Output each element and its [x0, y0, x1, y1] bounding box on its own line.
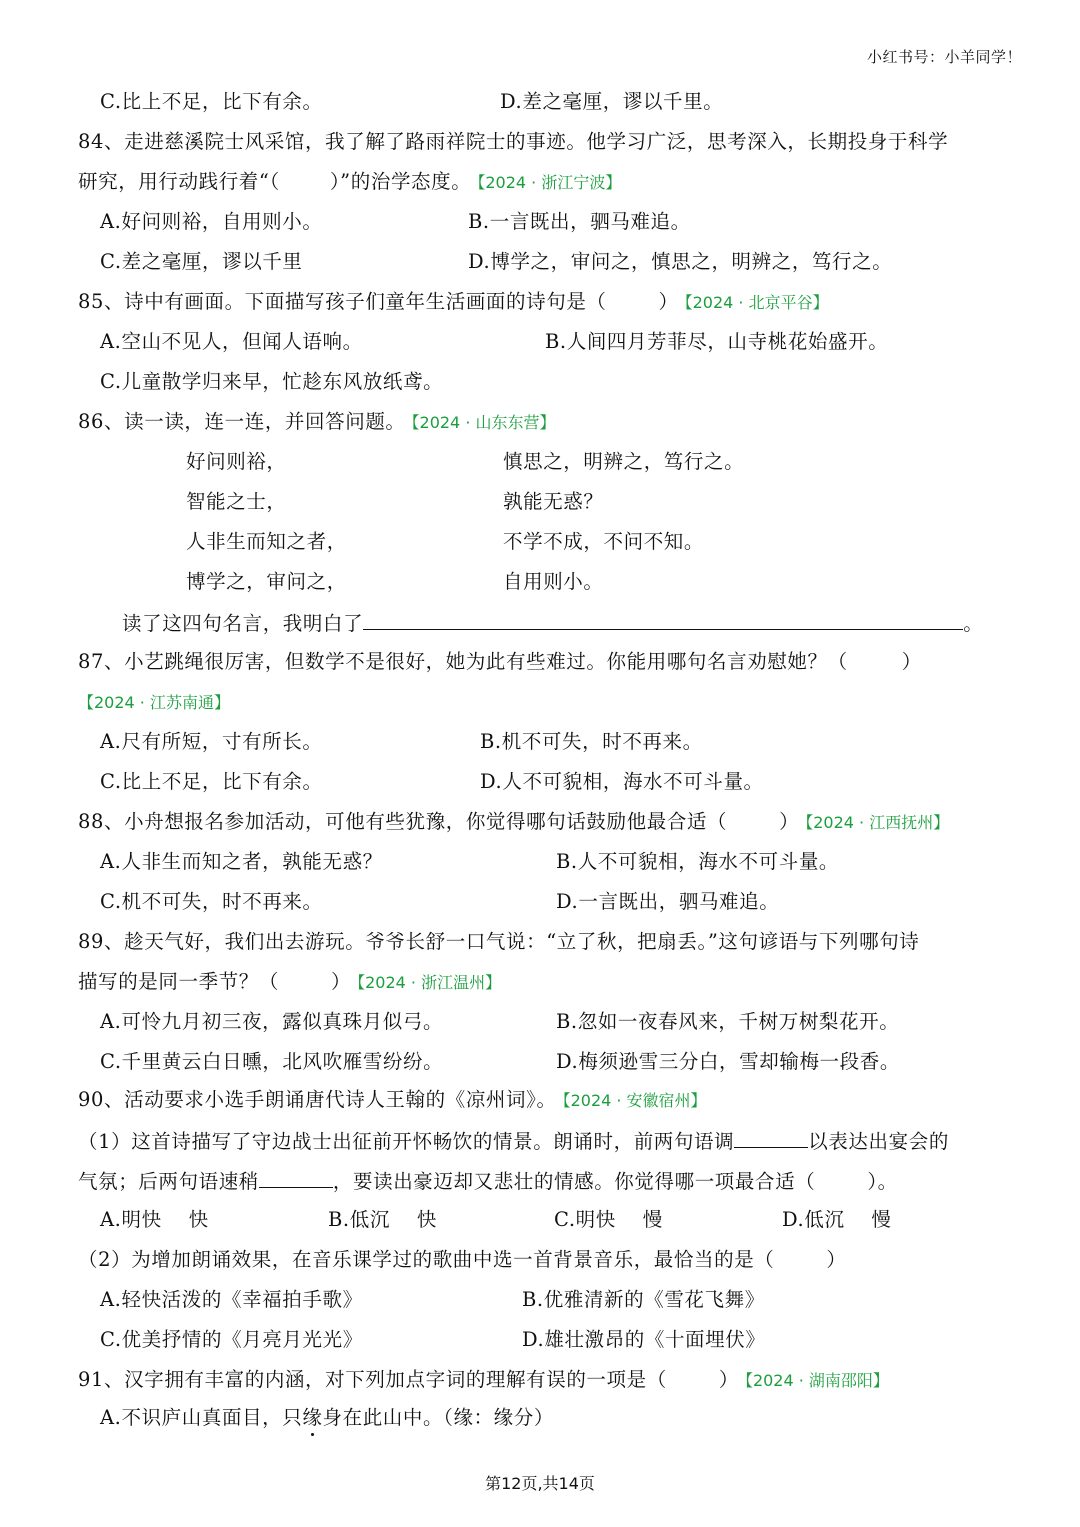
q86-right-item: 孰能无惑？: [503, 490, 604, 513]
q86-left-item: 人非生而知之者，: [186, 530, 347, 553]
q83-option-d: D.差之毫厘，谬以千里。: [500, 90, 724, 113]
q86-left-item: 智能之士，: [186, 490, 287, 513]
q91-stem: 91、汉字拥有丰富的内涵，对下列加点字词的理解有误的一项是（ ） 【2024 · 湖南邵阳】: [78, 1368, 889, 1391]
q87-option-d: D.人不可貌相，海水不可斗量。: [480, 770, 764, 793]
q86-right-item: 不学不成，不问不知。: [503, 530, 705, 553]
q90-sub1-line1: （1）这首诗描写了守边战士出征前开怀畅饮的情景。朗诵时，前两句语调 以表达出宴会的: [78, 1127, 949, 1155]
header-note: 小红书号：小羊同学！: [866, 48, 1022, 66]
q84-stem-line2: 研究，用行动践行着“（ ）”的治学态度。 【2024 · 浙江宁波】: [78, 170, 622, 193]
q89-stem-line1: 89、趁天气好，我们出去游玩。爷爷长舒一口气说：“立了秋，把扇丢。”这句谚语与下列哪句诗: [78, 930, 920, 953]
q89-option-d: D.梅须逊雪三分白，雪却输梅一段香。: [556, 1050, 900, 1073]
q90-source-tag: 【2024 · 安徽宿州】: [562, 1091, 707, 1110]
q90-sub2-stem: （2）为增加朗诵效果，在音乐课学过的歌曲中选一首背景音乐，最恰当的是（ ）: [78, 1248, 847, 1271]
q85-source-tag: 【2024 · 北京平谷】: [684, 293, 829, 312]
q86-answer-line: 读了这四句名言，我明白了 。: [122, 609, 983, 637]
q88-option-d: D.一言既出，驷马难追。: [556, 890, 780, 913]
q86-answer-blank[interactable]: [363, 609, 963, 630]
q88-source-tag: 【2024 · 江西抚州】: [805, 813, 950, 832]
q86-source-tag: 【2024 · 山东东营】: [411, 413, 556, 432]
q87-option-c: C.比上不足，比下有余。: [100, 770, 323, 793]
q84-option-a: A.好问则裕，自用则小。: [100, 210, 323, 233]
q90-sub2-option-c: C.优美抒情的《月亮月光光》: [100, 1328, 363, 1351]
q90-sub1-line2: 气氛；后两句语速稍 ，要读出豪迈却又悲壮的情感。你觉得哪一项最合适（ ）。: [78, 1167, 898, 1195]
q84-source-tag: 【2024 · 浙江宁波】: [477, 173, 622, 192]
q85-option-a: A.空山不见人，但闻人语响。: [100, 330, 363, 353]
q87-source-line: [78, 689, 230, 716]
q84-option-d: D.博学之，审问之，慎思之，明辨之，笃行之。: [468, 250, 893, 273]
q90-blank-speed[interactable]: [259, 1167, 333, 1188]
q86-right-item: 自用则小。: [503, 570, 604, 593]
q87-option-a: A.尺有所短，寸有所长。: [100, 730, 323, 753]
q85-stem: 85、诗中有画面。下面描写孩子们童年生活画面的诗句是（ ） 【2024 · 北京平谷】: [78, 290, 829, 313]
q91-option-a: A.不识庐山真面目，只缘身在此山中。（缘：缘分）: [100, 1406, 554, 1429]
q83-option-c: C.比上不足，比下有余。: [100, 90, 323, 113]
q86-stem: 86、读一读，连一连，并回答问题。 【2024 · 山东东营】: [78, 410, 556, 433]
q87-stem: 87、小艺跳绳很厉害，但数学不是很好，她为此有些难过。你能用哪句名言劝慰她？（ ）: [78, 650, 922, 673]
q90-sub1-option: A.明快 快: [100, 1208, 209, 1231]
q86-left-item: 好问则裕，: [186, 450, 287, 473]
q90-sub2-option-b: B.优雅清新的《雪花飞舞》: [522, 1288, 765, 1311]
q90-sub2-option-a: A.轻快活泼的《幸福拍手歌》: [100, 1288, 363, 1311]
q84-stem-line1: 84、走进慈溪院士风采馆，我了解了路雨祥院士的事迹。他学习广泛，思考深入，长期投身于科学: [78, 130, 949, 153]
q89-option-a: A.可怜九月初三夜，露似真珠月似弓。: [100, 1010, 444, 1033]
emphasis-dot-char: 缘: [302, 1406, 323, 1429]
page-number: 第12页,共14页: [485, 1474, 595, 1493]
q84-option-c: C.差之毫厘，谬以千里: [100, 250, 303, 273]
q89-option-c: C.千里黄云白日曛，北风吹雁雪纷纷。: [100, 1050, 444, 1073]
q90-sub1-option: C.明快 慢: [554, 1208, 663, 1231]
q85-option-c: C.儿童散学归来早，忙趁东风放纸鸢。: [100, 370, 444, 393]
q89-source-tag: 【2024 · 浙江温州】: [357, 973, 502, 992]
q87-option-b: B.机不可失，时不再来。: [480, 730, 703, 753]
q90-sub1-option: B.低沉 快: [328, 1208, 437, 1231]
q89-stem-line2: 描写的是同一季节？（ ） 【2024 · 浙江温州】: [78, 970, 502, 993]
q85-option-b: B.人间四月芳菲尽，山寺桃花始盛开。: [545, 330, 889, 353]
q90-stem: 90、活动要求小选手朗诵唐代诗人王翰的《凉州词》。 【2024 · 安徽宿州】: [78, 1088, 707, 1111]
q87-source-tag: 【2024 · 江苏南通】: [78, 693, 230, 712]
q86-left-item: 博学之，审问之，: [186, 570, 347, 593]
q90-sub2-option-d: D.雄壮激昂的《十面埋伏》: [522, 1328, 766, 1351]
q88-option-a: A.人非生而知之者，孰能无惑？: [100, 850, 383, 873]
q88-option-b: B.人不可貌相，海水不可斗量。: [556, 850, 840, 873]
q84-option-b: B.一言既出，驷马难追。: [468, 210, 691, 233]
q86-right-item: 慎思之，明辨之，笃行之。: [503, 450, 745, 473]
q91-source-tag: 【2024 · 湖南邵阳】: [744, 1371, 889, 1390]
q88-option-c: C.机不可失，时不再来。: [100, 890, 323, 913]
q90-blank-tone[interactable]: [734, 1127, 808, 1148]
q89-option-b: B.忽如一夜春风来，千树万树梨花开。: [556, 1010, 900, 1033]
q90-sub1-option: D.低沉 慢: [782, 1208, 892, 1231]
q88-stem: 88、小舟想报名参加活动，可他有些犹豫，你觉得哪句话鼓励他最合适（ ） 【2024 · 江西抚州】: [78, 810, 950, 833]
